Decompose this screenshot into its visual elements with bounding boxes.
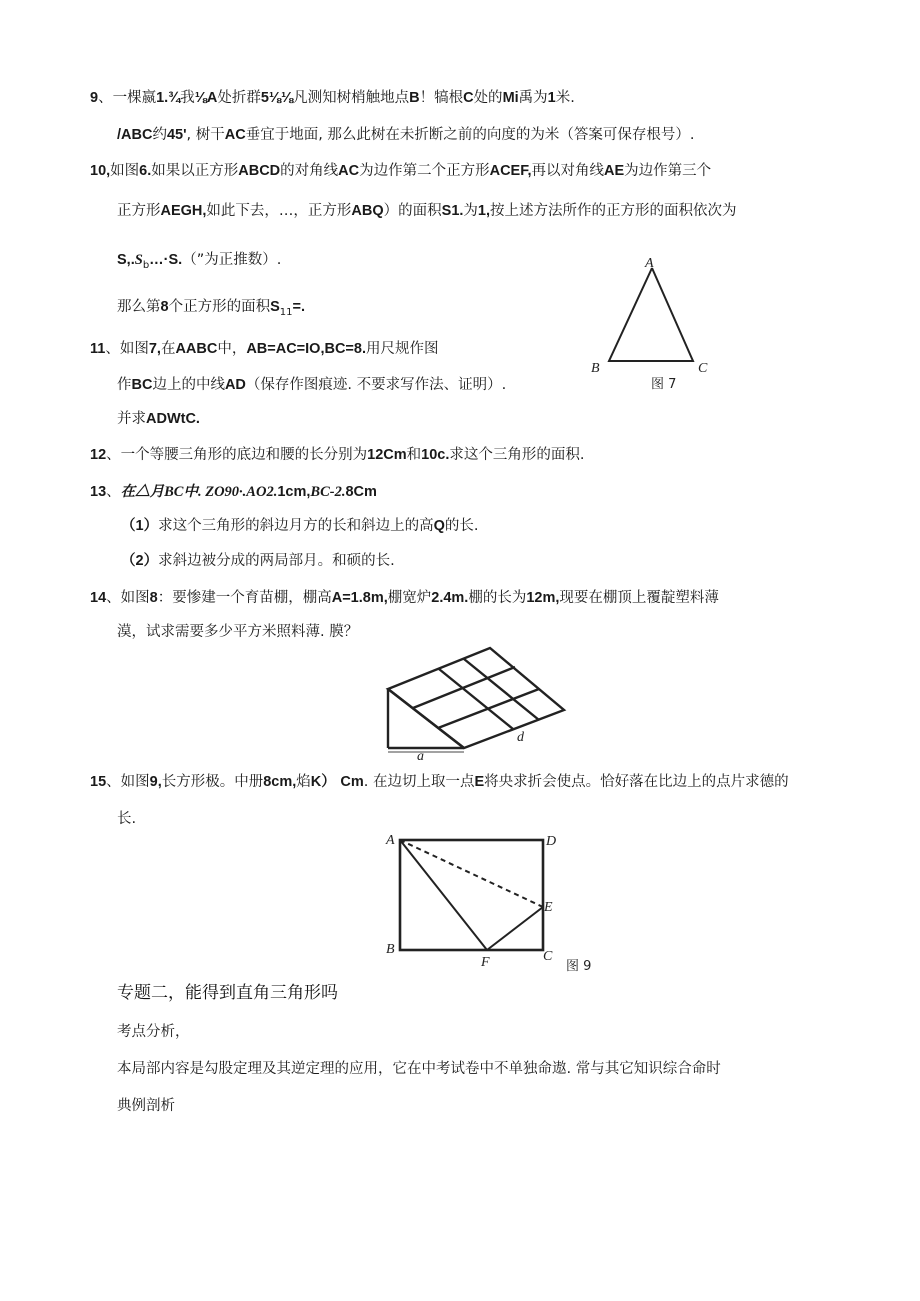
- text-segment: 8cm,: [263, 774, 297, 790]
- text-segment: 求这个三角形的面积.: [449, 447, 585, 463]
- text-segment: 、如图: [106, 590, 150, 606]
- text-segment: 为: [463, 203, 478, 219]
- text-segment: AC: [338, 163, 360, 179]
- text-segment: 9: [90, 90, 99, 106]
- text-segment: 1: [547, 90, 556, 106]
- problem-15-line-1: [90, 772, 789, 792]
- text-segment: 按上述方法所作的正方形的面积依次为: [490, 203, 737, 219]
- text-segment: 个正方形的面积: [168, 299, 271, 315]
- text-segment: …·S.: [149, 252, 183, 268]
- text-segment: 用尺规作图: [366, 341, 439, 357]
- text-segment: 、一棵嬴: [98, 90, 157, 106]
- text-segment: Mi: [502, 90, 519, 106]
- text-segment: 12Cm: [367, 447, 407, 463]
- text-segment: （2）: [121, 553, 159, 569]
- text-segment: ：要惨建一个育苗棚，棚高: [157, 590, 332, 606]
- text-segment: 禹为: [518, 90, 548, 106]
- text-segment: AD: [224, 377, 246, 393]
- dimension-label-a: a: [417, 749, 424, 764]
- text-segment: 11: [279, 306, 293, 318]
- segment-ae-dashed: [400, 840, 543, 907]
- problem-9-line-1: [90, 88, 575, 108]
- text-segment: 边上的中线: [152, 377, 225, 393]
- text-segment: ⅛A: [194, 90, 218, 106]
- figure-7-caption: 图 7: [651, 377, 677, 392]
- text-segment: 为边作第三个: [624, 163, 712, 179]
- text-segment: 如果以正方形: [151, 163, 239, 179]
- vertex-label-f: F: [481, 955, 490, 970]
- text-segment: 、: [106, 484, 121, 500]
- rectangle-abcd: [400, 840, 543, 950]
- problem-10-line-3: [117, 250, 281, 276]
- text-segment: 凡测知树梢触地点: [293, 90, 410, 106]
- problem-13-line-3: [121, 551, 395, 571]
- text-segment: 8: [160, 299, 169, 315]
- problem-10-line-1: [90, 161, 711, 181]
- text-segment: 12: [90, 447, 107, 463]
- text-segment: /ABC: [117, 127, 153, 143]
- text-segment: 11: [90, 341, 106, 357]
- text-segment: ADWtC.: [146, 411, 200, 427]
- text-segment: , 树干: [186, 127, 225, 143]
- text-segment: 7,: [148, 341, 161, 357]
- vertex-label-c: C: [698, 361, 708, 376]
- text-segment: ABQ: [351, 203, 384, 219]
- text-segment: AABC: [175, 341, 218, 357]
- text-segment: 在: [160, 341, 176, 357]
- text-segment: Q: [433, 518, 445, 534]
- vertex-label-e: E: [544, 900, 553, 915]
- text-segment: 焰: [296, 774, 311, 790]
- text-segment: 米.: [555, 90, 575, 106]
- text-segment: （”为正推数）.: [182, 252, 282, 268]
- text-segment: E: [474, 774, 485, 790]
- text-segment: 棚的长为: [468, 590, 527, 606]
- problem-10-line-4: [117, 297, 305, 323]
- vertex-label-b: B: [386, 942, 395, 957]
- problem-11-line-1: [90, 339, 439, 359]
- text-segment: K）: [310, 774, 336, 790]
- text-segment: b: [142, 259, 150, 271]
- text-segment: 将央求折会使点。恰好落在比边上的点片求德的: [484, 774, 789, 790]
- problem-10-line-2: [117, 201, 737, 221]
- text-segment: 6.: [139, 163, 152, 179]
- problem-14-line-1: [90, 588, 719, 608]
- text-segment: 15: [90, 774, 107, 790]
- text-segment: 长.: [117, 811, 137, 827]
- text-segment: S: [134, 252, 143, 268]
- text-segment: 长方形极。中册: [161, 774, 264, 790]
- section-heading: 专题二，能得到直角三角形吗: [117, 983, 338, 1003]
- text-segment: 求这个三角形的斜边月方的长和斜边上的高: [158, 518, 434, 534]
- text-segment: 并求: [117, 411, 146, 427]
- segment-fe: [487, 907, 543, 950]
- text-segment: 垂宜于地面, 那么此树在未折断之前的向度的为米（答案可保存根号）.: [245, 127, 695, 143]
- text-segment: 、如图: [106, 774, 150, 790]
- text-segment: AB=AC=IO,BC=8.: [246, 341, 366, 357]
- text-segment: 的长.: [444, 518, 479, 534]
- figure-9-caption: 图 9: [566, 959, 592, 974]
- text-segment: AC: [224, 127, 246, 143]
- figure-8-greenhouse: [380, 640, 580, 765]
- dimension-label-d: d: [517, 730, 524, 745]
- text-segment: 棚宽炉: [387, 590, 432, 606]
- text-segment: BC-2.: [310, 484, 346, 500]
- text-segment: ABCD: [238, 163, 281, 179]
- text-segment: 9,: [149, 774, 162, 790]
- text-segment: 求斜边被分成的两局部月。和硕的长.: [158, 553, 395, 569]
- text-segment: 正方形: [117, 203, 161, 219]
- text-segment: （保存作图痕迹. 不要求写作法、证明）.: [245, 377, 507, 393]
- text-segment: 1,: [477, 203, 491, 219]
- vertex-label-a: A: [386, 833, 395, 848]
- problem-12-line-1: [90, 445, 584, 465]
- text-segment: （1）: [121, 518, 159, 534]
- problem-15-line-2: [117, 809, 136, 829]
- text-segment: 和: [406, 447, 422, 463]
- text-segment: 如图: [110, 163, 140, 179]
- problem-13-line-1: [90, 482, 377, 502]
- triangle-abc: [609, 268, 693, 361]
- text-segment: 8: [149, 590, 158, 606]
- text-segment: 在△月BC中. ZO90·.AO2.: [120, 484, 278, 500]
- segment-af: [400, 840, 487, 950]
- text-segment: 那么第: [117, 299, 161, 315]
- text-segment: 为边作第二个正方形: [359, 163, 490, 179]
- text-segment: AE: [604, 163, 625, 179]
- text-segment: 、如图: [105, 341, 149, 357]
- text-segment: S,.: [117, 252, 135, 268]
- text-segment: 中，: [217, 341, 247, 357]
- section-line-1: 考点分析，: [117, 1024, 190, 1040]
- text-segment: 如此下去，…，正方形: [206, 203, 352, 219]
- text-segment: C: [463, 90, 474, 106]
- text-segment: BC: [131, 377, 153, 393]
- vertex-label-c: C: [543, 949, 553, 964]
- text-segment: ）的面积: [383, 203, 442, 219]
- text-segment: . 在边切上取一点: [363, 774, 475, 790]
- text-segment: 漠，试求需要多少平方米照料薄. 膜？: [117, 624, 359, 640]
- text-segment: 10,: [90, 163, 111, 179]
- text-segment: 处的: [473, 90, 503, 106]
- problem-13-line-2: [121, 516, 478, 536]
- text-segment: AEGH,: [160, 203, 207, 219]
- text-segment: 1.¾: [156, 90, 181, 106]
- text-segment: 8Cm: [345, 484, 377, 500]
- text-segment: 的对角线: [280, 163, 339, 179]
- text-segment: 10c.: [421, 447, 450, 463]
- text-segment: 14: [90, 590, 107, 606]
- text-segment: 2.4m.: [431, 590, 469, 606]
- text-segment: S1.: [441, 203, 464, 219]
- text-segment: 45': [166, 127, 187, 143]
- text-segment: 作: [117, 377, 132, 393]
- problem-11-line-3: [117, 409, 200, 429]
- vertex-label-b: B: [591, 361, 600, 376]
- text-segment: 现要在棚顶上覆靛塑料薄: [559, 590, 719, 606]
- text-segment: Cm: [340, 774, 364, 790]
- text-segment: S: [270, 299, 280, 315]
- text-segment: 处折群: [217, 90, 261, 106]
- problem-14-line-2: [117, 622, 358, 642]
- vertex-label-a: A: [645, 256, 654, 271]
- problem-11-line-2: [117, 375, 506, 395]
- problem-9-line-2: [117, 125, 695, 145]
- figure-7-triangle: [585, 255, 715, 395]
- text-segment: 、一个等腰三角形的底边和腰的长分别为: [106, 447, 368, 463]
- text-segment: ACEF,: [489, 163, 532, 179]
- figure-9-rectangle: [380, 828, 610, 973]
- text-segment: 我: [180, 90, 195, 106]
- section-line-3: 典例剖析: [117, 1098, 175, 1114]
- text-segment: B: [409, 90, 420, 106]
- text-segment: 13: [90, 484, 107, 500]
- text-segment: ！犒根: [419, 90, 464, 106]
- text-segment: 12m,: [526, 590, 560, 606]
- text-segment: 再以对角线: [531, 163, 605, 179]
- text-segment: 约: [152, 127, 167, 143]
- text-segment: =.: [292, 299, 305, 315]
- text-segment: 5⅛⅛: [260, 90, 294, 106]
- text-segment: A=1.8m,: [331, 590, 388, 606]
- vertex-label-d: D: [546, 834, 557, 849]
- text-segment: 1cm,: [277, 484, 311, 500]
- section-line-2: 本局部内容是勾股定理及其逆定理的应用，它在中考试卷中不单独命遨. 常与其它知识综合命时: [117, 1061, 721, 1077]
